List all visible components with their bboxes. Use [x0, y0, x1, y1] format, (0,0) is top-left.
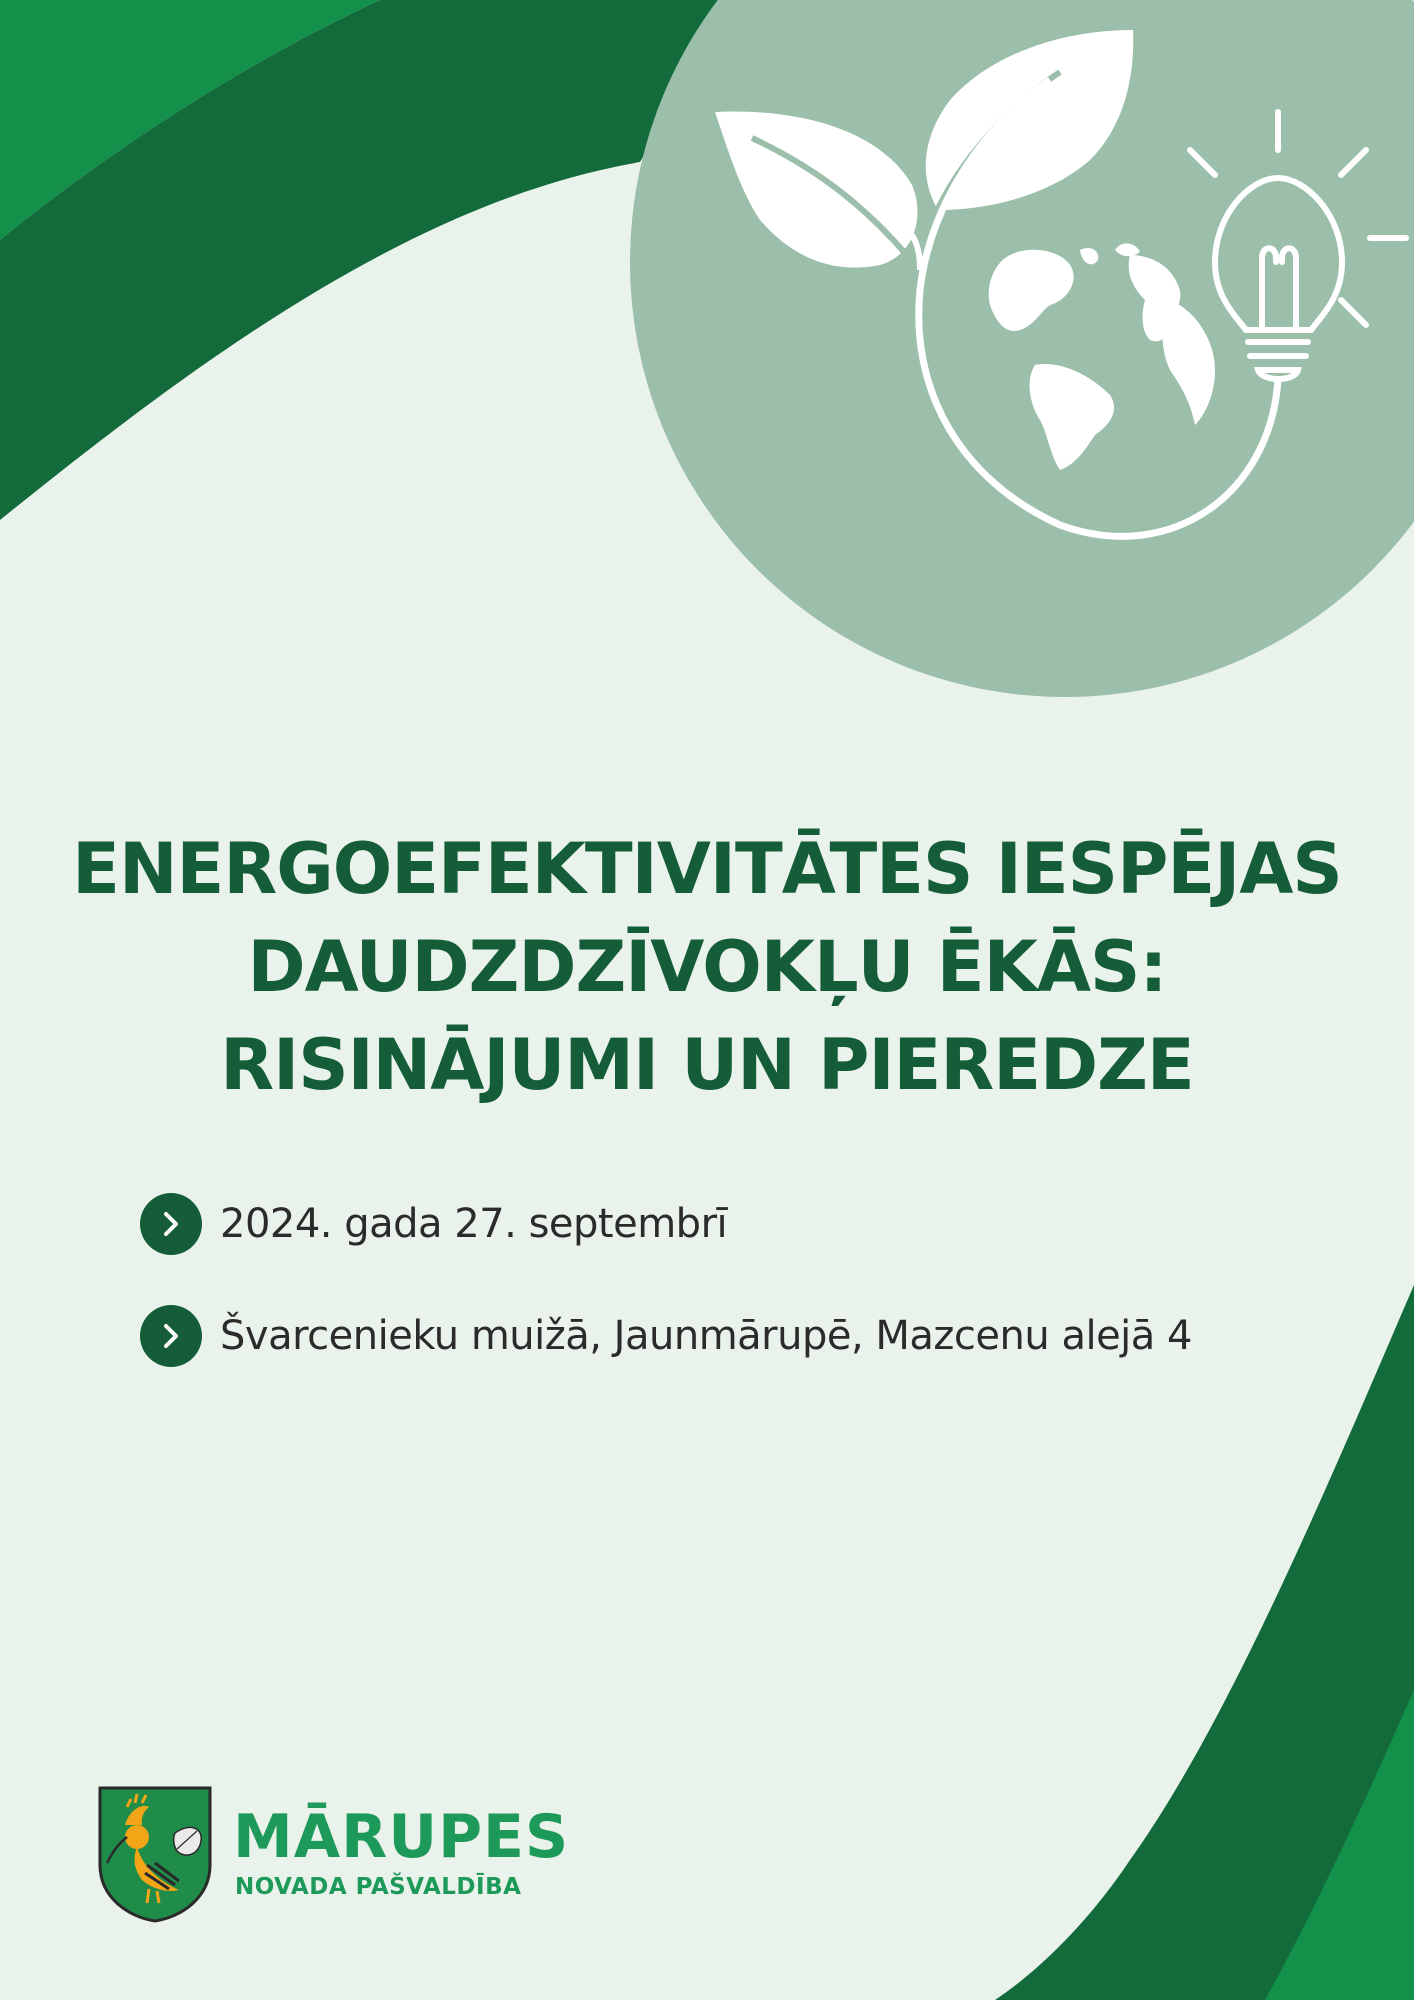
event-location: Švarcenieku muižā, Jaunmārupē, Mazcenu alejā 4 — [220, 1313, 1192, 1359]
event-date-row — [140, 1193, 727, 1255]
title-line-1: ENERGOEFEKTIVITĀTES IESPĒJAS — [72, 828, 1342, 910]
event-date: 2024. gada 27. septembrī — [220, 1201, 728, 1247]
logo-subtitle: NOVADA PAŠVALDĪBA — [235, 1874, 522, 1900]
logo-name: MĀRUPES — [233, 1802, 570, 1872]
coat-of-arms-icon — [97, 1785, 213, 1923]
title-line-2: DAUDZDZĪVOKĻU ĒKĀS: — [247, 926, 1167, 1008]
event-title — [0, 820, 1414, 1114]
event-location-row — [140, 1305, 1192, 1367]
title-line-3: RISINĀJUMI UN PIEREDZE — [220, 1024, 1194, 1106]
chevron-right-icon — [140, 1193, 202, 1255]
municipality-logo — [97, 1785, 617, 1925]
chevron-right-icon — [140, 1305, 202, 1367]
